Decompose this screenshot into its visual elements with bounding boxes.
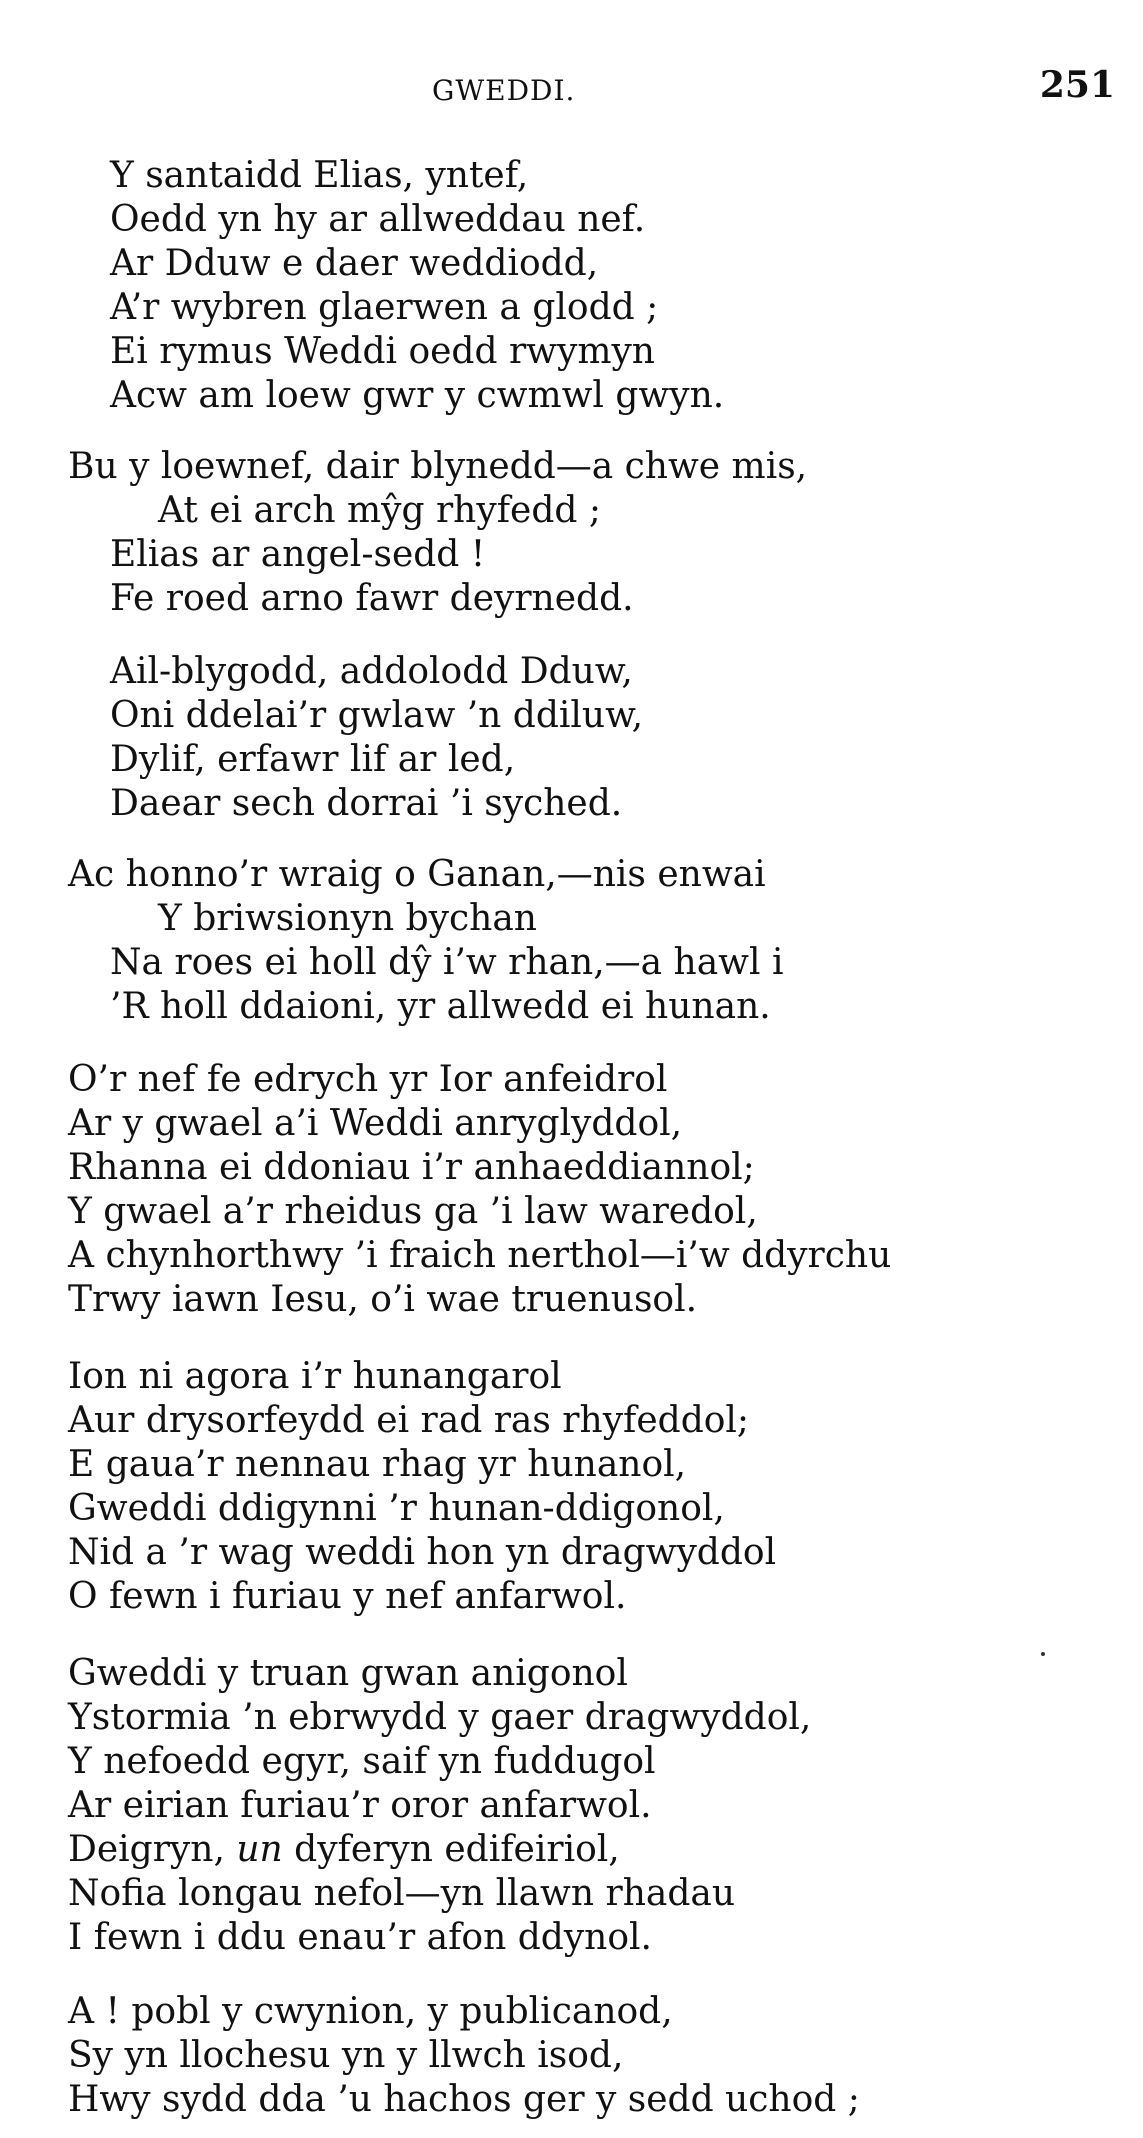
verse-line: Aur drysorfeydd ei rad ras rhyfeddol; — [68, 1400, 750, 1441]
verse-line: O’r nef fe edrych yr Ior anfeidrol — [68, 1059, 668, 1100]
verse-line: Gweddi ddigynni ’r hunan-ddigonol, — [68, 1488, 725, 1529]
verse-line: A’r wybren glaerwen a glodd ; — [110, 287, 659, 328]
verse-line: Bu y loewnef, dair blynedd—a chwe mis, — [68, 446, 808, 487]
verse-line: Ac honno’r wraig o Ganan,—nis enwai — [68, 854, 766, 895]
verse-line: I fewn i ddu enau’r afon ddynol. — [68, 1917, 652, 1958]
verse-line: Oni ddelai’r gwlaw ’n ddiluw, — [110, 695, 644, 736]
verse-line: Y santaidd Elias, yntef, — [110, 155, 529, 196]
verse-line: Nid a ’r wag weddi hon yn dragwyddol — [68, 1532, 777, 1573]
verse-line: A ! pobl y cwynion, y publicanod, — [68, 1991, 673, 2032]
verse-line: Daear sech dorrai ’i syched. — [110, 783, 623, 824]
verse-line: Hwy sydd dda ’u hachos ger y sedd uchod ; — [68, 2079, 860, 2120]
verse-line: Rhanna ei ddoniau i’r anhaeddiannol; — [68, 1147, 755, 1188]
running-head-title: GWEDDI. — [432, 74, 576, 107]
verse-line: Ail-blygodd, addolodd Dduw, — [110, 651, 633, 692]
verse-line: Ar Dduw e daer weddiodd, — [110, 243, 599, 284]
verse-line: Ei rymus Weddi oedd rwymyn — [110, 331, 655, 372]
verse-line: Dylif, erfawr lif ar led, — [110, 739, 516, 780]
verse-line: Ar eirian furiau’r oror anfarwol. — [68, 1785, 652, 1826]
verse-line: Na roes ei holl dŷ i’w rhan,—a hawl i — [110, 942, 784, 983]
verse-line: Ion ni agora i’r hunangarol — [68, 1356, 562, 1397]
verse-line: Ar y gwael a’i Weddi anryglyddol, — [68, 1103, 683, 1144]
verse-line: At ei arch mŷg rhyfedd ; — [158, 490, 601, 531]
verse-line: Y gwael a’r rheidus ga ’i law waredol, — [68, 1191, 758, 1232]
verse-line: Oedd yn hy ar allweddau nef. — [110, 199, 646, 240]
verse-line: Trwy iawn Iesu, o’i wae truenusol. — [68, 1279, 698, 1320]
verse-line: Gweddi y truan gwan anigonol — [68, 1653, 628, 1694]
verse-line: Elias ar angel-sedd ! — [110, 534, 486, 575]
verse-line: Y briwsionyn bychan — [158, 898, 537, 939]
page-number: 251 — [1039, 64, 1115, 106]
verse-line: ’R holl ddaioni, yr allwedd ei hunan. — [110, 986, 771, 1027]
verse-line: Nofia longau nefol—yn llawn rhadau — [68, 1873, 736, 1914]
verse-line: Fe roed arno fawr deyrnedd. — [110, 578, 634, 619]
verse-line: Sy yn llochesu yn y llwch isod, — [68, 2035, 624, 2076]
print-speck — [1041, 1652, 1045, 1656]
verse-line: E gaua’r nennau rhag yr hunanol, — [68, 1444, 687, 1485]
verse-line: Deigryn, un dyferyn edifeiriol, — [68, 1829, 620, 1870]
verse-line: O fewn i furiau y nef anfarwol. — [68, 1576, 627, 1617]
verse-line: A chynhorthwy ’i fraich nerthol—i’w ddyrchu — [68, 1235, 892, 1276]
verse-line: Acw am loew gwr y cwmwl gwyn. — [110, 375, 725, 416]
verse-line: Ystormia ’n ebrwydd y gaer dragwyddol, — [68, 1697, 812, 1738]
verse-line: Y nefoedd egyr, saif yn fuddugol — [68, 1741, 656, 1782]
